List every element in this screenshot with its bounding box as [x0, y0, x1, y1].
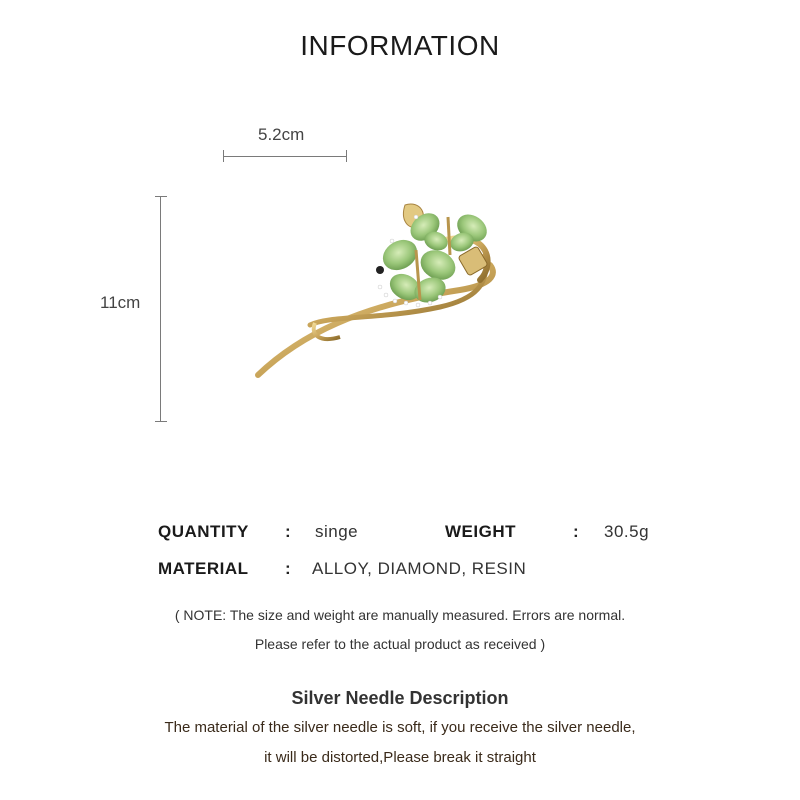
- height-dimension-line: [160, 196, 161, 422]
- spec-row-material: [0, 559, 800, 583]
- width-dimension-tick-left: [223, 150, 224, 162]
- width-dimension-label: 5.2cm: [258, 125, 305, 144]
- weight-value: 30.5g: [604, 522, 650, 541]
- silver-needle-line2: it will be distorted,Please break it straight: [264, 749, 536, 766]
- page-title: INFORMATION: [300, 30, 500, 61]
- material-label: MATERIAL: [158, 559, 249, 578]
- width-dimension-tick-right: [346, 150, 347, 162]
- material-colon: :: [285, 559, 291, 578]
- weight-label: WEIGHT: [445, 522, 516, 541]
- silver-needle-title: Silver Needle Description: [291, 688, 509, 708]
- width-dimension-line: [223, 156, 347, 157]
- height-dimension-label: 11cm: [100, 293, 141, 312]
- material-value: ALLOY, DIAMOND, RESIN: [312, 559, 527, 578]
- silver-needle-line1: The material of the silver needle is soft, if you receive the silver needle,: [164, 719, 636, 736]
- weight-colon: :: [573, 522, 579, 541]
- height-dimension-tick-top: [155, 196, 167, 197]
- quantity-colon: :: [285, 522, 291, 541]
- measurement-note-line2: Please refer to the actual product as received ): [254, 636, 546, 652]
- height-dimension-tick-bottom: [155, 421, 167, 422]
- measurement-note-line1: ( NOTE: The size and weight are manually measured. Errors are normal.: [174, 607, 626, 623]
- quantity-label: QUANTITY: [158, 522, 249, 541]
- quantity-value: singe: [315, 522, 359, 541]
- spec-row-quantity-weight: [0, 522, 800, 546]
- butterfly-hairpin-image: [240, 195, 510, 395]
